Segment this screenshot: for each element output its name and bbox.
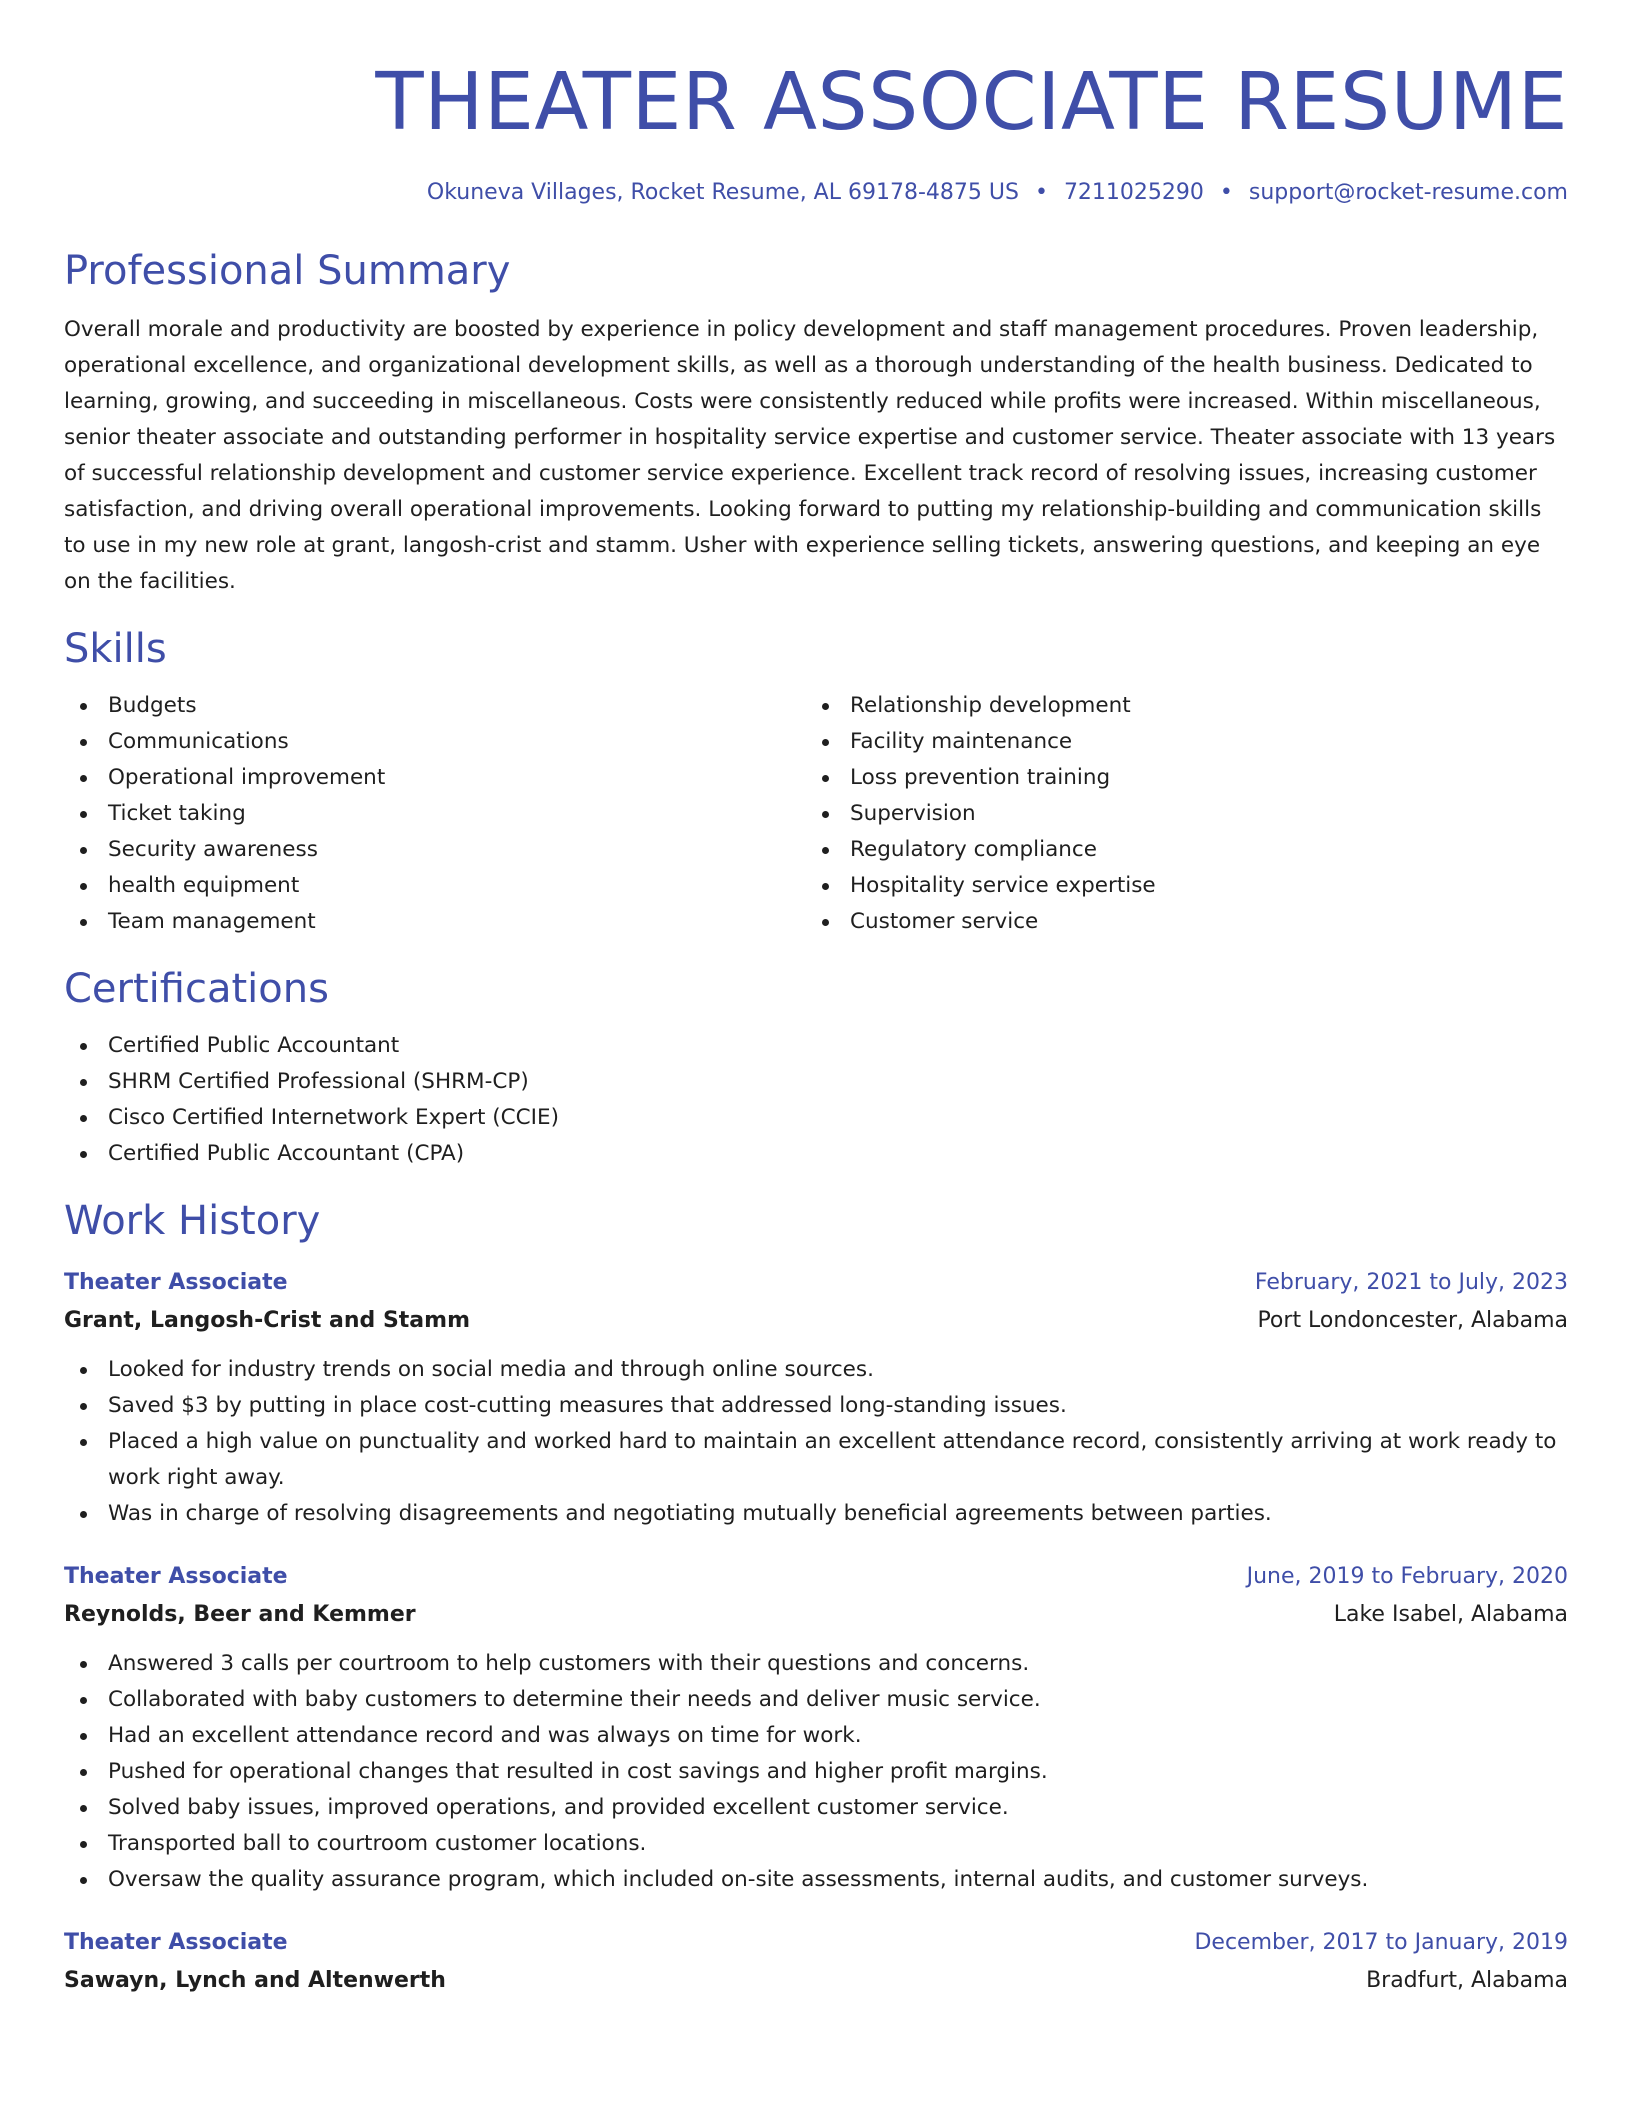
skill-item: Communications xyxy=(64,724,806,760)
certifications-list xyxy=(64,1028,1568,1172)
job-bullet: Placed a high value on punctuality and worked hard to maintain an excellent attendance record, consistently arriving at work ready to work right away. xyxy=(64,1424,1568,1496)
work-history-heading: Work History xyxy=(64,1198,321,1244)
job-company-row xyxy=(64,1962,1568,2000)
job-bullet: Answered 3 calls per courtroom to help customers with their questions and concerns. xyxy=(64,1646,1568,1682)
skills-list-left xyxy=(64,688,806,940)
skill-item: Loss prevention training xyxy=(806,760,1548,796)
job-entry xyxy=(64,1924,1568,2000)
contact-phone[interactable]: 7211025290 xyxy=(1063,180,1204,205)
skill-item: Hospitality service expertise xyxy=(806,868,1548,904)
certification-item: Certified Public Accountant xyxy=(64,1028,1568,1064)
job-title: Theater Associate xyxy=(64,1564,288,1589)
contact-separator: • xyxy=(1034,180,1048,205)
job-bullet: Transported ball to courtroom customer locations. xyxy=(64,1826,1568,1862)
skill-item: Ticket taking xyxy=(64,796,806,832)
contact-separator: • xyxy=(1219,180,1233,205)
job-entry xyxy=(64,1264,1568,1532)
skill-item: Regulatory compliance xyxy=(806,832,1548,868)
job-bullet: Had an excellent attendance record and was always on time for work. xyxy=(64,1718,1568,1754)
job-location: Lake Isabel, Alabama xyxy=(1333,1602,1568,1627)
job-bullet: Collaborated with baby customers to determine their needs and deliver music service. xyxy=(64,1682,1568,1718)
job-bullet: Solved baby issues, improved operations, and provided excellent customer service. xyxy=(64,1790,1568,1826)
job-bullets xyxy=(64,1646,1568,1898)
certification-item: SHRM Certified Professional (SHRM-CP) xyxy=(64,1064,1568,1100)
skills-heading: Skills xyxy=(64,626,167,672)
contact-address: Okuneva Villages, Rocket Resume, AL 69178-4875 US xyxy=(426,180,1019,205)
job-bullet: Was in charge of resolving disagreements and negotiating mutually beneficial agreements between parties. xyxy=(64,1496,1568,1532)
job-entry xyxy=(64,1558,1568,1898)
job-header-row xyxy=(64,1558,1568,1596)
skill-item: Facility maintenance xyxy=(806,724,1548,760)
job-bullet: Saved $3 by putting in place cost-cutting measures that addressed long-standing issues. xyxy=(64,1388,1568,1424)
job-header-row xyxy=(64,1924,1568,1962)
job-location: Bradfurt, Alabama xyxy=(1366,1968,1568,1993)
summary-text: Overall morale and productivity are boosted by experience in policy development and staff management procedures. Proven leadership, operational excellence, and organizational development skills, as well as a thorough understanding of the health business. Dedicated to learning, growing, and succeeding in miscellaneous. Costs were consistently reduced while profits were increased. Within miscellaneous, senior theater associate and outstanding performer in hospitality service expertise and customer service. Theater associate with 13 years of successful relationship development and customer service experience. Excellent track record of resolving issues, increasing customer satisfaction, and driving overall operational improvements. Looking forward to putting my relationship-building and communication skills to use in my new role at grant, langosh-crist and stamm. Usher with experience selling tickets, answering questions, and keeping an eye on the facilities. xyxy=(64,317,1556,594)
skill-item: Operational improvement xyxy=(64,760,806,796)
skills-columns xyxy=(64,688,1568,940)
skill-item: Team management xyxy=(64,904,806,940)
job-header-row xyxy=(64,1264,1568,1302)
job-dates: February, 2021 to July, 2023 xyxy=(1254,1270,1568,1295)
job-title: Theater Associate xyxy=(64,1930,288,1955)
job-company-row xyxy=(64,1596,1568,1634)
skill-item: Security awareness xyxy=(64,832,806,868)
summary-heading: Professional Summary xyxy=(64,248,511,294)
contact-line xyxy=(64,178,1568,208)
job-bullet: Oversaw the quality assurance program, which included on-site assessments, internal audits, and customer surveys. xyxy=(64,1862,1568,1898)
skill-item: Budgets xyxy=(64,688,806,724)
job-company: Reynolds, Beer and Kemmer xyxy=(64,1602,416,1627)
job-dates: June, 2019 to February, 2020 xyxy=(1246,1564,1568,1589)
job-bullets xyxy=(64,1352,1568,1532)
resume-title: THEATER ASSOCIATE RESUME xyxy=(375,56,1568,148)
skill-item: health equipment xyxy=(64,868,806,904)
job-bullet: Pushed for operational changes that resulted in cost savings and higher profit margins. xyxy=(64,1754,1568,1790)
job-dates: December, 2017 to January, 2019 xyxy=(1194,1930,1568,1955)
job-company: Sawayn, Lynch and Altenwerth xyxy=(64,1968,446,1993)
certifications-heading: Certifications xyxy=(64,966,329,1012)
job-location: Port Londoncester, Alabama xyxy=(1257,1308,1568,1333)
skill-item: Customer service xyxy=(806,904,1548,940)
job-title: Theater Associate xyxy=(64,1270,288,1295)
skill-item: Relationship development xyxy=(806,688,1548,724)
certification-item: Certified Public Accountant (CPA) xyxy=(64,1136,1568,1172)
job-company-row xyxy=(64,1302,1568,1340)
job-bullet: Looked for industry trends on social media and through online sources. xyxy=(64,1352,1568,1388)
certification-item: Cisco Certified Internetwork Expert (CCIE) xyxy=(64,1100,1568,1136)
job-company: Grant, Langosh-Crist and Stamm xyxy=(64,1308,471,1333)
contact-email[interactable]: support@rocket-resume.com xyxy=(1248,180,1568,205)
resume-page xyxy=(64,0,1568,2000)
skill-item: Supervision xyxy=(806,796,1548,832)
skills-list-right xyxy=(806,688,1548,940)
